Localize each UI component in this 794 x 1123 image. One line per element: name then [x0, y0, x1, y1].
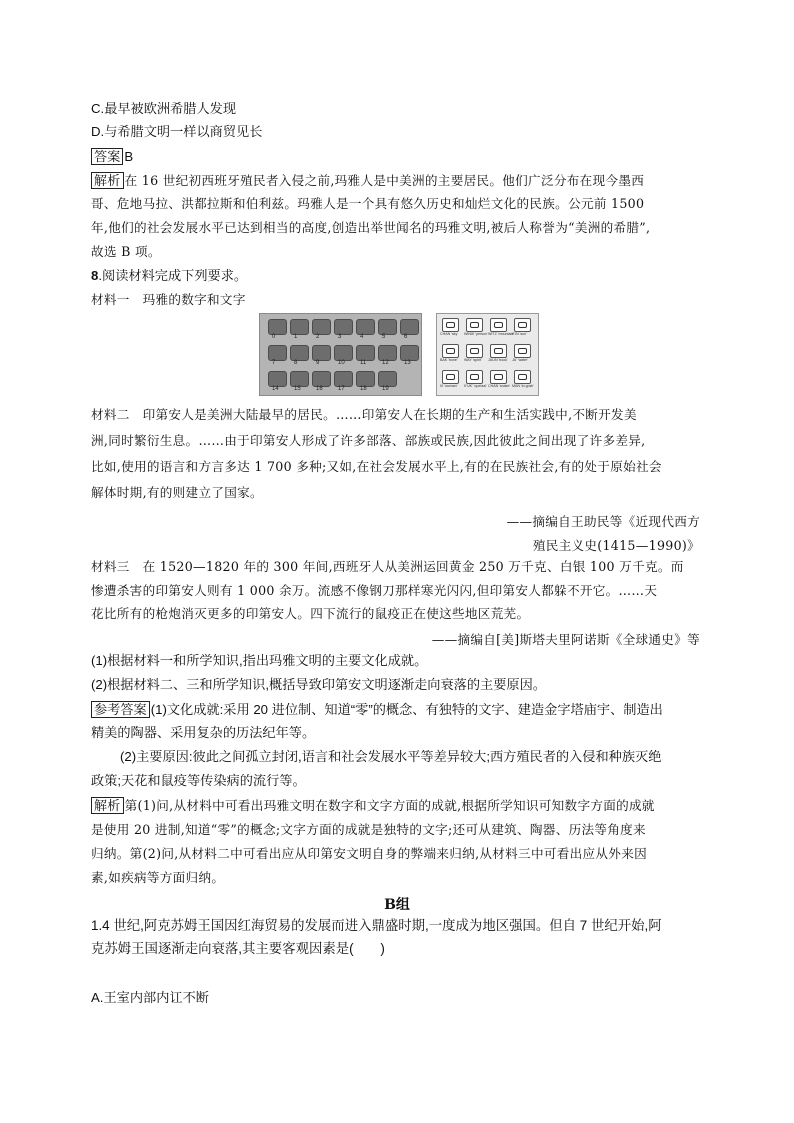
maya-numeral-glyph [312, 371, 331, 387]
maya-word-glyph [442, 318, 459, 332]
maya-numeral-label: 4 [360, 334, 364, 340]
maya-numeral-label: 7 [272, 360, 276, 366]
q8-stem-text: .阅读材料完成下列要求。 [98, 268, 248, 283]
maya-word-glyph [514, 318, 531, 332]
reference-answer-line: 政策;天花和鼠疫等传染病的流行等。 [91, 773, 306, 788]
reference-answer-tag: 参考答案 [91, 701, 150, 718]
maya-word-glyph [490, 370, 507, 384]
q8-question-1: (1)根据材料一和所学知识,指出玛雅文明的主要文化成就。 [91, 653, 428, 668]
material3-line: 材料三 在 1520—1820 年的 300 年间,西班牙人从美洲运回黄金 250 万千克、白银 100 万千克。而 [91, 559, 684, 574]
maya-word-label: CHAN 'snake' [488, 384, 511, 388]
maya-numeral-glyph [268, 345, 287, 361]
maya-numeral-label: 5 [382, 334, 386, 340]
maya-word-label: WAY 'spirit' [464, 358, 482, 362]
maya-word-label: K'UK' 'quetzal' [464, 384, 487, 388]
group-b-option-a: A.王室内部内讧不断 [91, 990, 209, 1005]
maya-numeral-label: 8 [294, 360, 298, 366]
maya-numeral-glyph [378, 345, 397, 361]
answer-value: B [124, 149, 134, 164]
maya-numeral-label: 2 [316, 334, 320, 340]
q8-analysis-line: 是使用 20 进制,知道“零”的概念;文字方面的成就是独特的文字;还可从建筑、陶器、历法等角度来 [91, 822, 646, 837]
material3-source: ——摘编自[美]斯塔夫里阿诺斯《全球通史》等 [431, 632, 700, 647]
maya-glyphs-image [436, 313, 539, 396]
maya-word-glyph [466, 344, 483, 358]
q7-answer [91, 148, 133, 165]
q8-question-2: (2)根据材料二、三和所学知识,概括导致印第安文明逐渐走向衰落的主要原因。 [91, 677, 546, 692]
maya-numeral-glyph [334, 345, 353, 361]
maya-numeral-label: 3 [338, 334, 342, 340]
maya-word-glyph [466, 318, 483, 332]
maya-word-glyph [490, 318, 507, 332]
maya-numeral-label: 1 [294, 334, 298, 340]
material2-line: 比如,使用的语言和方言多达 1 700 多种;又如,在社会发展水平上,有的在民族社会,有的处于原始社会 [91, 459, 662, 474]
maya-numeral-glyph [290, 345, 309, 361]
maya-word-glyph [442, 344, 459, 358]
material2-source: 殖民主义史(1415—1990)》 [532, 538, 700, 553]
reference-answer-text: (1)文化成就:采用 20 进位制、知道“零”的概念、有独特的文字、建造金字塔庙宇、制造出 [150, 702, 663, 717]
maya-numeral-glyph [290, 319, 309, 335]
analysis-tag: 解析 [91, 797, 124, 814]
maya-numeral-glyph [268, 319, 287, 335]
option-d: D.与希腊文明一样以商贸见长 [91, 124, 263, 139]
maya-word-label: WINIK 'person' [464, 332, 488, 336]
group-b-q1-line: 1.4 世纪,阿克苏姆王国因红海贸易的发展而进入鼎盛时期,一度成为地区强国。但自 7 世纪开始,阿 [91, 918, 662, 933]
maya-numeral-glyph [378, 319, 397, 335]
q7-analysis-line: 年,他们的社会发展水平已达到相当的高度,创造出举世闻名的玛雅文明,被后人称誉为“美洲的希腊”, [91, 220, 651, 235]
maya-numeral-glyph [400, 345, 419, 361]
group-b-title: B组 [384, 897, 410, 913]
material3-line: 花比所有的枪炮消灭更多的印第安人。四下流行的鼠疫正在使这些地区荒芜。 [91, 606, 530, 621]
maya-word-glyph [514, 370, 531, 384]
maya-numeral-label: 19 [382, 386, 389, 392]
maya-numeral-label: 14 [272, 386, 279, 392]
maya-numeral-label: 12 [382, 360, 389, 366]
maya-numeral-glyph [334, 371, 353, 387]
maya-numeral-label: 15 [294, 386, 301, 392]
maya-word-label: CHAN 'sky' [440, 332, 458, 336]
maya-word-glyph [490, 344, 507, 358]
maya-numeral-label: 13 [404, 360, 411, 366]
maya-numeral-glyph [290, 371, 309, 387]
maya-numeral-label: 0 [272, 334, 276, 340]
reference-answer-line: 精美的陶器、采用复杂的历法纪年等。 [91, 725, 316, 740]
maya-word-label: IX 'woman' [440, 384, 458, 388]
q8-analysis-line: 归纳。第(2)问,从材料二中可看出应从印第安文明自身的弊端来归纳,从材料三中可看出应从外来因 [91, 846, 647, 861]
material3-line: 惨遭杀害的印第安人则有 1 000 余万。流感不像钢刀那样寒光闪闪,但印第安人都躲不开它。……天 [91, 583, 658, 598]
maya-numeral-glyph [356, 319, 375, 335]
reference-answer-line: (2)主要原因:彼此之间孤立封闭,语言和社会发展水平等差异较大;西方殖民者的入侵和种族灭绝 [120, 749, 662, 764]
maya-numeral-label: 6 [404, 334, 408, 340]
maya-numeral-label: 10 [338, 360, 345, 366]
q7-analysis-text: 在 16 世纪初西班牙殖民者入侵之前,玛雅人是中美洲的主要居民。他们广泛分布在现今墨西 [124, 173, 645, 188]
maya-numeral-label: 18 [360, 386, 367, 392]
maya-numeral-label: 9 [316, 360, 320, 366]
q7-analysis-line: 哥、危地马拉、洪都拉斯和伯利兹。玛雅人是一个具有悠久历史和灿烂文化的民族。公元前 1500 [91, 196, 645, 211]
maya-numeral-glyph [312, 345, 331, 361]
maya-numeral-glyph [400, 319, 419, 335]
maya-numeral-glyph [268, 371, 287, 387]
q8-analysis-text: 第(1)问,从材料中可看出玛雅文明在数字和文字方面的成就,根据所学知识可知数字方面的成就 [124, 798, 655, 813]
maya-numerals-image [259, 313, 422, 396]
maya-numeral-label: 17 [338, 386, 345, 392]
material2-line: 解体时期,有的则建立了国家。 [91, 485, 263, 500]
maya-word-glyph [442, 370, 459, 384]
maya-word-label: WITZ 'mountain' [488, 332, 514, 336]
group-b-q1-line: 克苏姆王国逐渐走向衰落,其主要客观因素是( ) [91, 941, 385, 956]
q7-analysis-line [91, 172, 644, 189]
maya-numeral-label: 16 [316, 386, 323, 392]
analysis-tag: 解析 [91, 172, 124, 189]
material2-source: ——摘编自王助民等《近现代西方 [506, 514, 700, 529]
q8-analysis-line [91, 797, 655, 814]
maya-word-label: MAN 'to grab' [512, 384, 534, 388]
material2-line: 洲,同时繁衍生息。……由于印第安人形成了许多部落、部族或民族,因此彼此之间出现了许多差异, [91, 433, 646, 448]
maya-word-label: BAK 'bone' [440, 358, 458, 362]
maya-numeral-glyph [334, 319, 353, 335]
maya-word-label: JA' 'water' [512, 358, 529, 362]
maya-numeral-glyph [356, 345, 375, 361]
maya-numeral-label: 11 [360, 360, 367, 366]
reference-answer [91, 701, 663, 718]
q8-analysis-line: 素,如疾病等方面归纳。 [91, 870, 225, 885]
q8-stem: 8.阅读材料完成下列要求。 [91, 268, 248, 283]
maya-numeral-glyph [312, 319, 331, 335]
maya-word-label: JUUN 'book' [488, 358, 508, 362]
material1-title: 材料一 玛雅的数字和文字 [91, 292, 246, 307]
material2-line: 材料二 印第安人是美洲大陆最早的居民。……印第安人在长期的生产和生活实践中,不断开发美 [91, 407, 637, 422]
answer-tag: 答案 [91, 148, 123, 165]
maya-numeral-glyph [356, 371, 375, 387]
maya-word-label: K'IN 'sun' [512, 332, 527, 336]
maya-numeral-glyph [378, 371, 397, 387]
option-c: C.最早被欧洲希腊人发现 [91, 101, 237, 116]
q7-analysis-line: 故选 B 项。 [91, 244, 161, 259]
maya-word-glyph [466, 370, 483, 384]
maya-word-glyph [514, 344, 531, 358]
